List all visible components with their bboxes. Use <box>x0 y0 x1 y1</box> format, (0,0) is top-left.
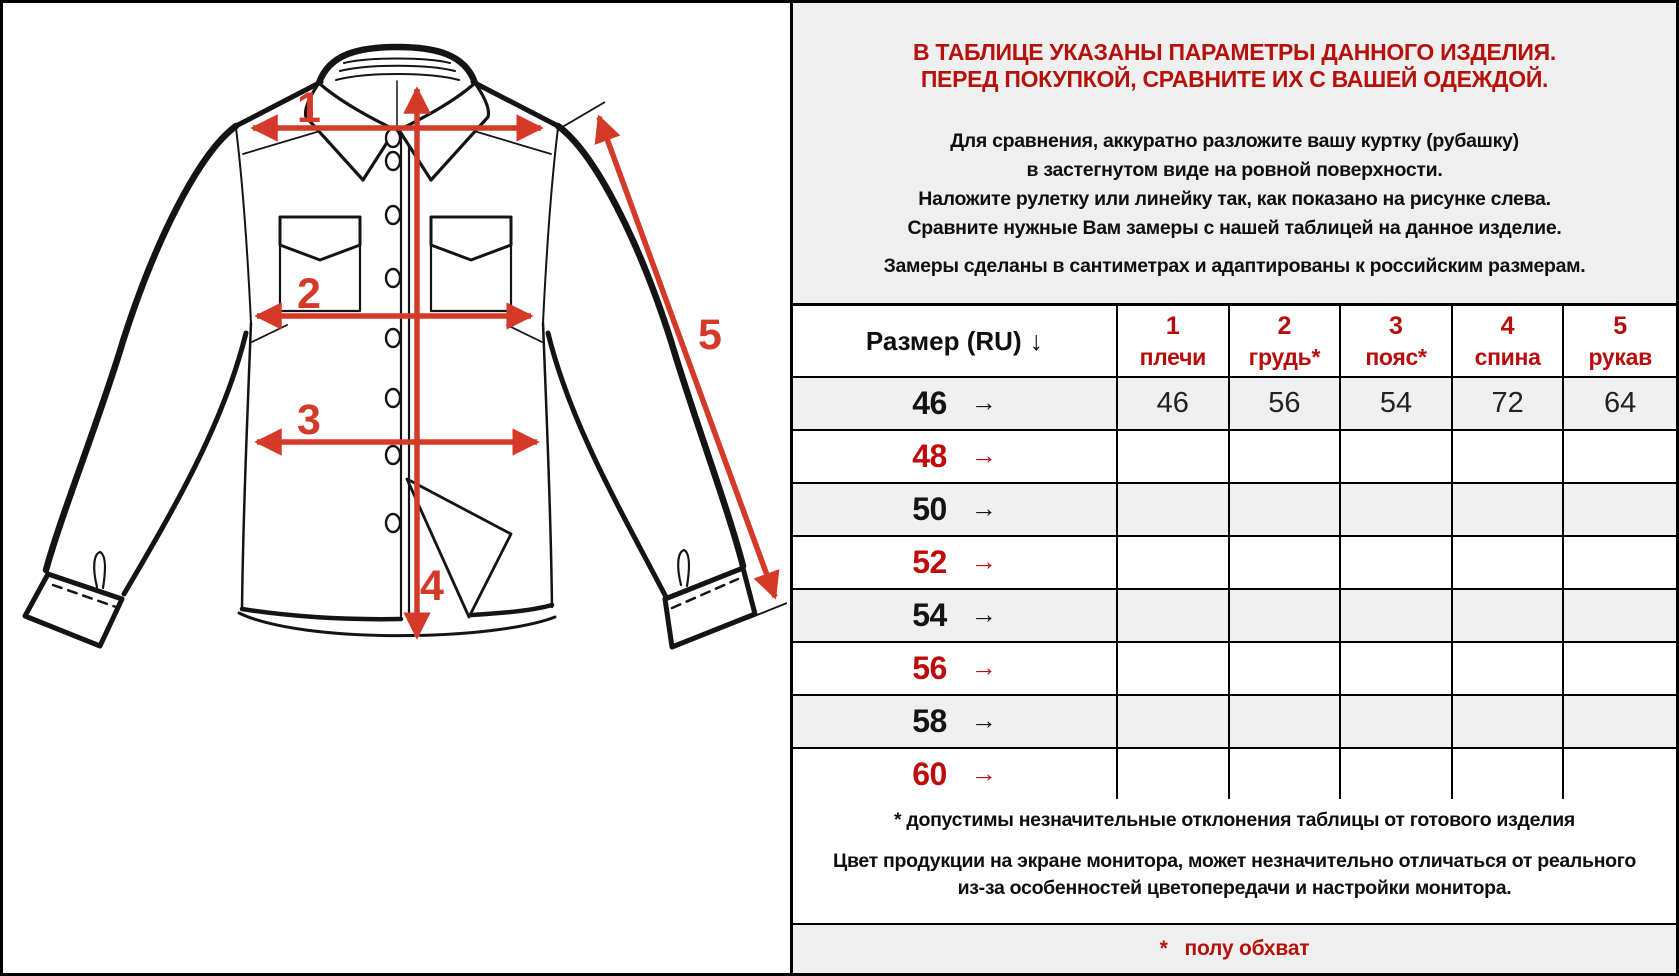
value-cell <box>1341 537 1453 590</box>
value-cell <box>1341 431 1453 484</box>
value-cell: 54 <box>1341 378 1453 431</box>
page-title <box>793 39 1676 93</box>
value-cell <box>1453 537 1565 590</box>
value-cell <box>1230 537 1342 590</box>
value-cell <box>1341 590 1453 643</box>
value-cell <box>1341 696 1453 749</box>
size-table <box>793 303 1676 802</box>
value-cell <box>1453 431 1565 484</box>
right-arrow-icon: → <box>970 387 997 417</box>
value-cell <box>1118 484 1230 537</box>
footnote-deviations: * допустимы незначительные отклонения таблицы от готового изделия <box>893 809 1575 831</box>
right-arrow-icon: → <box>970 546 997 576</box>
right-arrow-icon: → <box>970 493 997 523</box>
title-line-1: В ТАБЛИЦЕ УКАЗАНЫ ПАРАМЕТРЫ ДАННОГО ИЗДЕЛИЯ. <box>913 39 1556 65</box>
size-label-cell: 54 → <box>793 590 1118 643</box>
value-cell <box>1230 643 1342 696</box>
value-cell <box>1453 590 1565 643</box>
value-cell <box>1564 537 1676 590</box>
size-row-56 <box>793 643 1676 696</box>
footnote-color-line-2: из-за особенностей цветопередачи и настройки монитора. <box>957 877 1512 899</box>
value-cell <box>1230 590 1342 643</box>
size-row-50 <box>793 484 1676 537</box>
value-cell: 72 <box>1453 378 1565 431</box>
right-arrow-icon: → <box>970 440 997 470</box>
value-cell: 64 <box>1564 378 1676 431</box>
size-row-60 <box>793 749 1676 802</box>
value-cell <box>1230 431 1342 484</box>
value-cell <box>1564 484 1676 537</box>
column-header-sleeve: 5 рукав <box>1564 306 1676 378</box>
value-cell <box>1118 537 1230 590</box>
value-cell <box>1564 643 1676 696</box>
value-cell <box>1230 484 1342 537</box>
value-cell <box>1564 696 1676 749</box>
size-label-cell: 58 → <box>793 696 1118 749</box>
size-label-cell: 60 → <box>793 749 1118 802</box>
buttons <box>386 129 400 532</box>
units-note: Замеры сделаны в сантиметрах и адаптированы к российским размерам. <box>883 255 1586 277</box>
value-cell <box>1341 484 1453 537</box>
measurement-label-2: 2 <box>297 270 321 318</box>
value-cell <box>1230 696 1342 749</box>
column-header-waist: 3 пояс* <box>1341 306 1453 378</box>
size-row-46 <box>793 378 1676 431</box>
measurement-arrows <box>253 89 775 637</box>
measurement-label-5: 5 <box>698 311 722 359</box>
size-header-label: Размер (RU) <box>865 325 1022 356</box>
value-cell: 56 <box>1230 378 1342 431</box>
size-label-cell: 46 → <box>793 378 1118 431</box>
instructions <box>793 127 1676 243</box>
measurement-label-1: 1 <box>297 84 321 132</box>
right-arrow-icon: → <box>970 705 997 735</box>
footnotes <box>793 799 1676 925</box>
size-row-54 <box>793 590 1676 643</box>
value-cell <box>1341 643 1453 696</box>
value-cell <box>1564 590 1676 643</box>
instruction-line: Наложите рулетку или линейку так, как показано на рисунке слева. <box>918 188 1551 210</box>
value-cell <box>1118 431 1230 484</box>
right-arrow-icon: → <box>970 758 997 788</box>
value-cell <box>1564 749 1676 802</box>
footnote-color-line-1: Цвет продукции на экране монитора, может незначительно отличаться от реального <box>833 850 1636 872</box>
size-label-cell: 52 → <box>793 537 1118 590</box>
value-cell <box>1453 643 1565 696</box>
column-header-back: 4 спина <box>1453 306 1565 378</box>
table-header-row <box>793 306 1676 378</box>
down-arrow-icon: ↓ <box>1029 325 1044 356</box>
right-arrow-icon: → <box>970 599 997 629</box>
instruction-line: Сравните нужные Вам замеры с нашей таблицей на данное изделие. <box>907 217 1562 239</box>
size-row-48 <box>793 431 1676 484</box>
value-cell <box>1118 643 1230 696</box>
value-cell <box>1453 749 1565 802</box>
right-arrow-icon: → <box>970 652 997 682</box>
half-girth-note: * полу обхват <box>793 925 1676 973</box>
size-info-panel <box>790 3 1676 973</box>
shirt-technical-sketch <box>3 3 787 973</box>
size-column-header <box>793 306 1118 378</box>
value-cell <box>1118 749 1230 802</box>
size-row-58 <box>793 696 1676 749</box>
value-cell: 46 <box>1118 378 1230 431</box>
size-row-52 <box>793 537 1676 590</box>
value-cell <box>1453 696 1565 749</box>
column-header-chest: 2 грудь* <box>1230 306 1342 378</box>
instruction-line: в застегнутом виде на ровной поверхности. <box>1026 159 1443 181</box>
value-cell <box>1453 484 1565 537</box>
value-cell <box>1341 749 1453 802</box>
value-cell <box>1118 590 1230 643</box>
column-header-shoulders: 1 плечи <box>1118 306 1230 378</box>
measurement-label-3: 3 <box>297 396 321 444</box>
measurement-label-4: 4 <box>420 562 444 610</box>
value-cell <box>1564 431 1676 484</box>
size-label-cell: 48 → <box>793 431 1118 484</box>
value-cell <box>1118 696 1230 749</box>
footnote-color <box>793 848 1676 902</box>
garment-measurement-diagram <box>3 3 787 973</box>
value-cell <box>1230 749 1342 802</box>
instruction-line: Для сравнения, аккуратно разложите вашу куртку (рубашку) <box>950 130 1519 152</box>
size-label-cell: 56 → <box>793 643 1118 696</box>
size-label-cell: 50 → <box>793 484 1118 537</box>
title-line-2: ПЕРЕД ПОКУПКОЙ, СРАВНИТЕ ИХ С ВАШЕЙ ОДЕЖДОЙ. <box>920 66 1549 92</box>
